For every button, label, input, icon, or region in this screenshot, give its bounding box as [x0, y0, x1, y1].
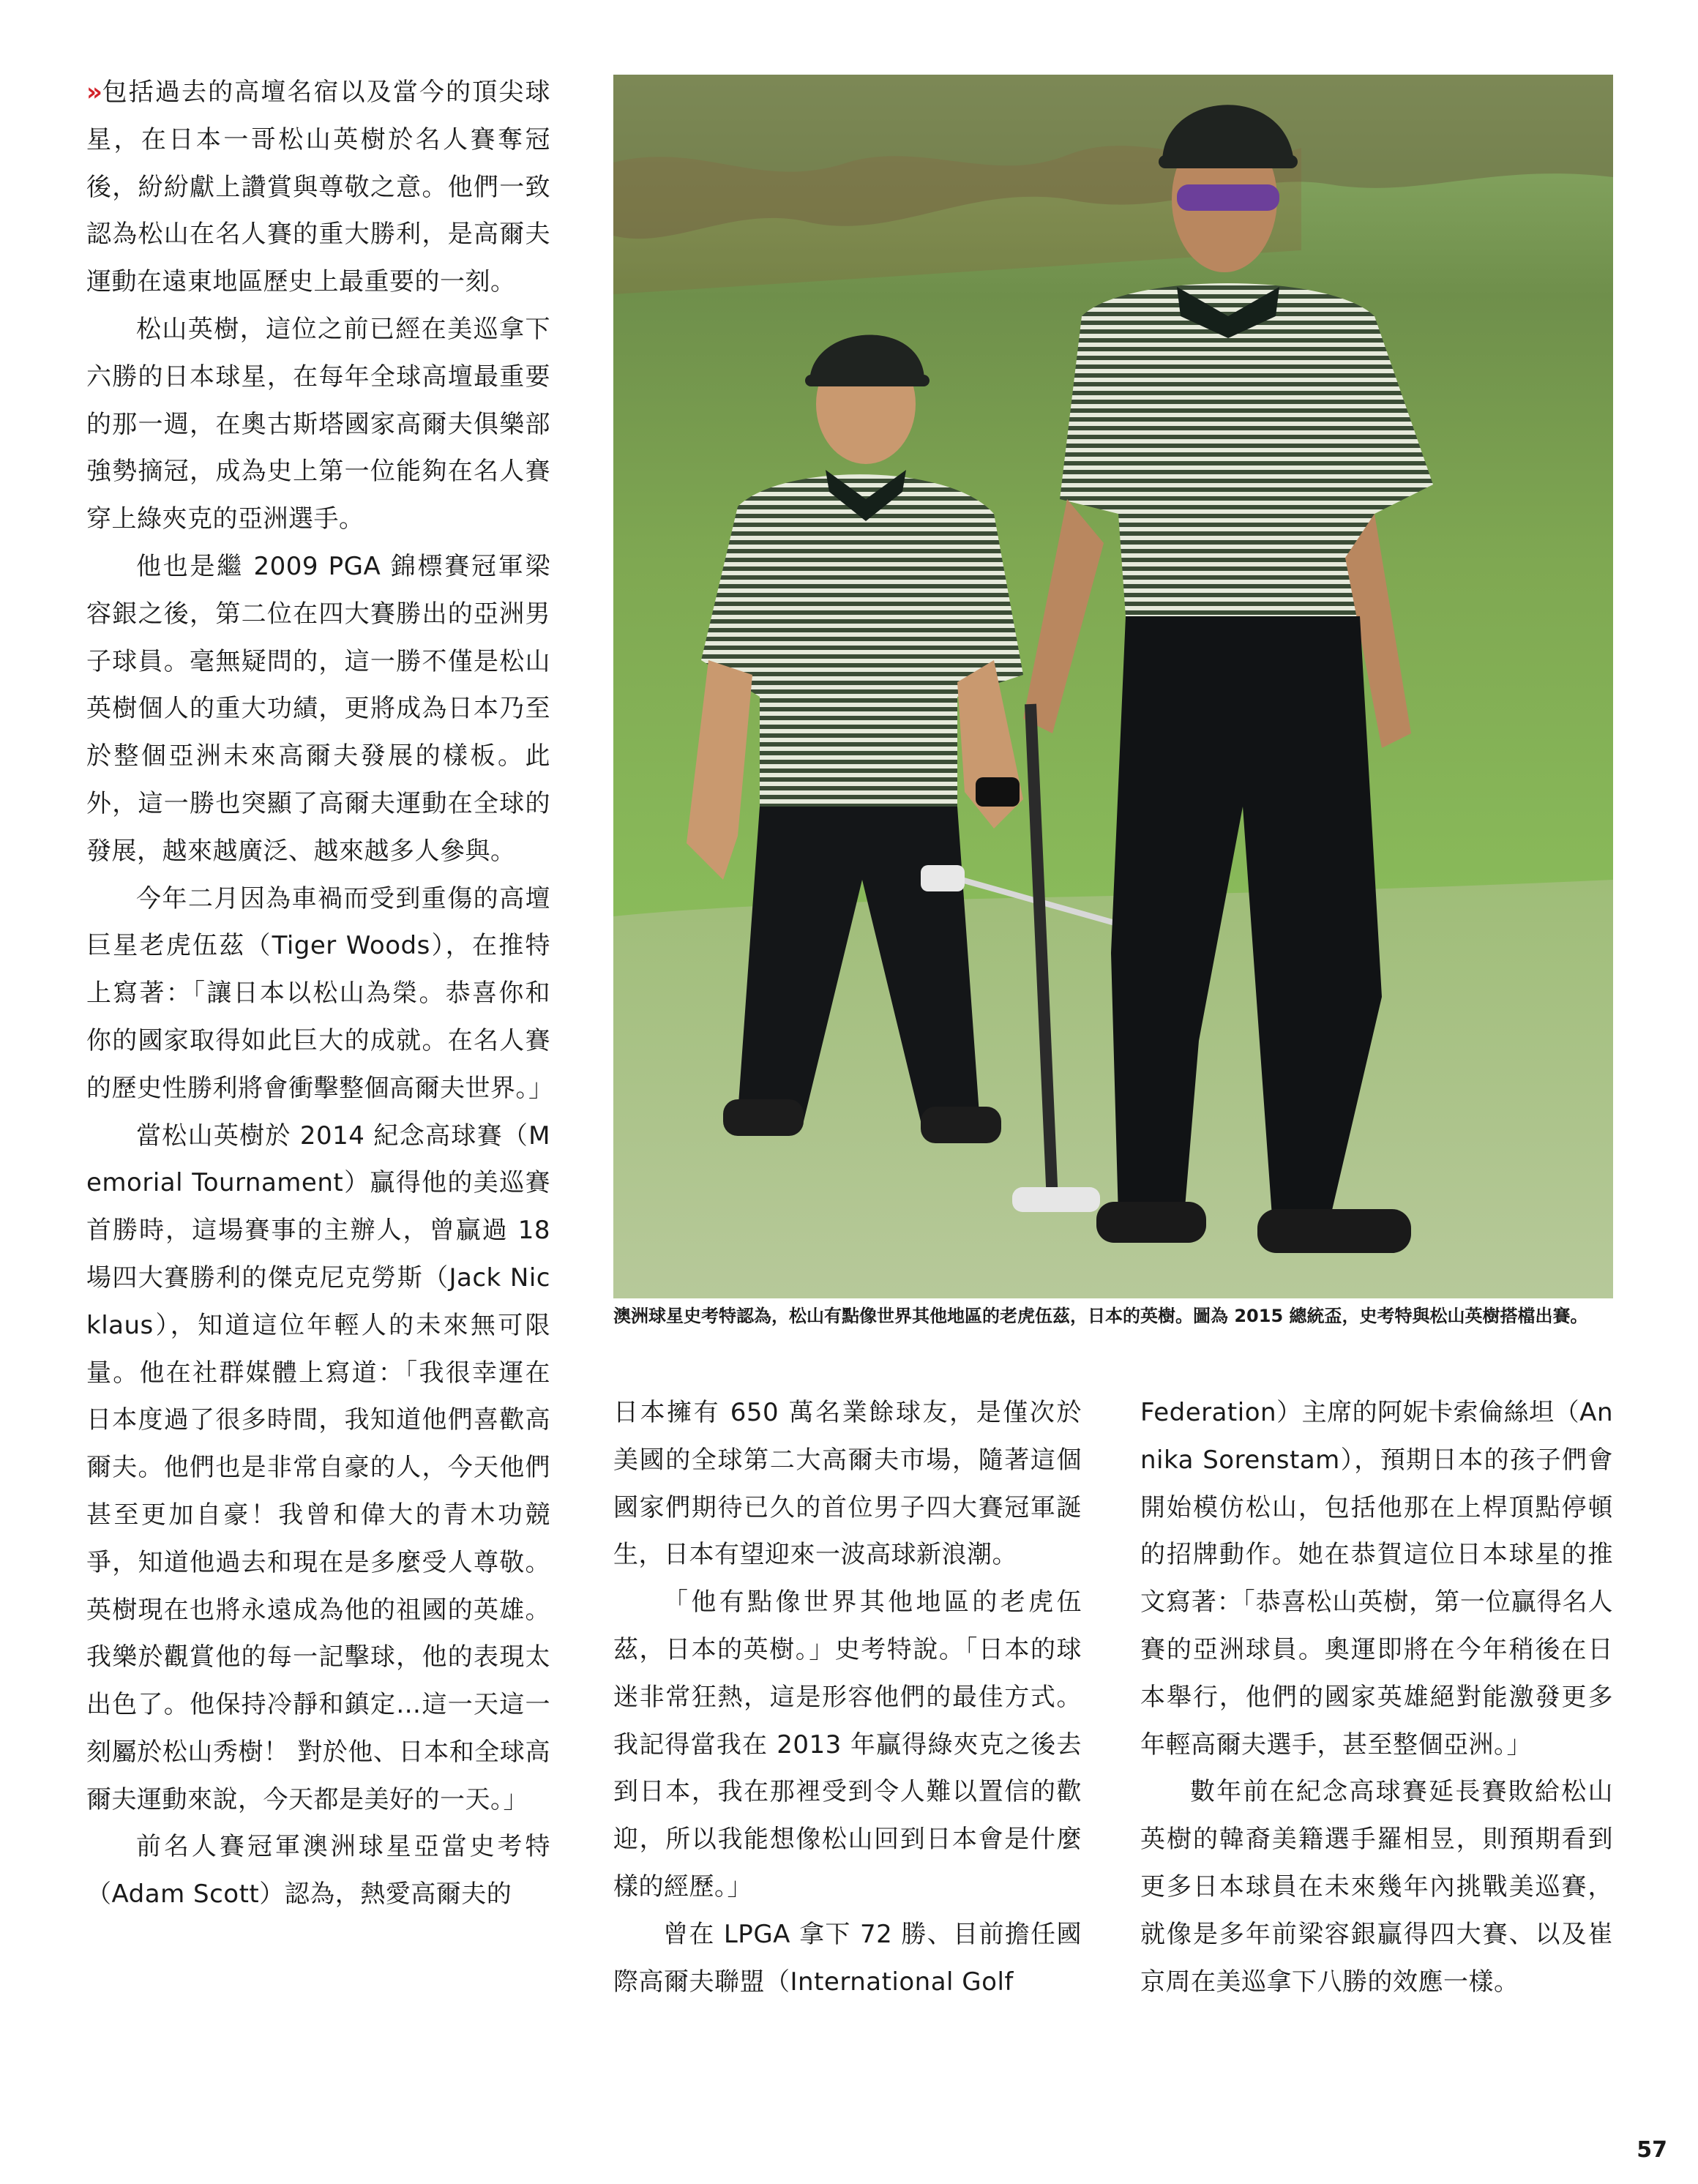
paragraph: 日本擁有 650 萬名業餘球友，是僅次於美國的全球第二大高爾夫市場，隨著這個國家們期待已久的首位男子四大賽冠軍誕生，日本有望迎來一波高球新浪潮。: [613, 1398, 1082, 1570]
article-column-3: [1140, 1389, 1613, 2005]
paragraph: 曾在 LPGA 拿下 72 勝、目前擔任國際高爾夫聯盟（International Golf: [613, 1919, 1082, 1997]
paragraph: 前名人賽冠軍澳洲球星亞當史考特（Adam Scott）認為，熱愛高爾夫的: [86, 1832, 550, 1910]
page-number: 57: [1637, 2137, 1667, 2163]
photo-caption: 澳洲球星史考特認為，松山有點像世界其他地區的老虎伍茲，日本的英樹。圖為 2015 總統盃，史考特與松山英樹搭檔出賽。: [613, 1306, 1588, 1326]
article-column-1: [86, 69, 554, 1918]
golfers-photo: [613, 75, 1613, 1298]
paragraph: 松山英樹，這位之前已經在美巡拿下六勝的日本球星，在每年全球高壇最重要的那一週，在奧古斯塔國家高爾夫俱樂部強勢摘冠，成為史上第一位能夠在名人賽穿上綠夾克的亞洲選手。: [86, 314, 550, 534]
paragraph: 他也是繼 2009 PGA 錦標賽冠軍梁容銀之後，第二位在四大賽勝出的亞洲男子球員。毫無疑問的，這一勝不僅是松山英樹個人的重大功績，更將成為日本乃至於整個亞洲未來高爾夫發展的樣板。此外，這一勝也突顯了高爾夫運動在全球的發展，越來越廣泛、越來越多人參與。: [86, 551, 550, 866]
paragraph: 「他有點像世界其他地區的老虎伍茲，日本的英樹。」史考特說。「日本的球迷非常狂熱，這是形容他們的最佳方式。我記得當我在 2013 年贏得綠夾克之後去到日本，我在那裡受到令人難以置信的歡迎，所以我能想像松山回到日本會是什麼樣的經歷。」: [613, 1587, 1082, 1901]
paragraph: 數年前在紀念高球賽延長賽敗給松山英樹的韓裔美籍選手羅相昱，則預期看到更多日本球員在未來幾年內挑戰美巡賽，就像是多年前梁容銀贏得四大賽、以及崔京周在美巡拿下八勝的效應一樣。: [1140, 1777, 1613, 1997]
article-column-2: [613, 1389, 1082, 2005]
lead-arrow-icon: »: [86, 78, 97, 107]
paragraph: 今年二月因為車禍而受到重傷的高壇巨星老虎伍茲（Tiger Woods），在推特上寫著：「讓日本以松山為榮。恭喜你和你的國家取得如此巨大的成就。在名人賽的歷史性勝利將會衝擊整個高爾夫世界。」: [86, 883, 554, 1103]
paragraph: 當松山英樹於 2014 紀念高球賽（Memorial Tournament）贏得他的美巡賽首勝時，這場賽事的主辦人，曾贏過 18 場四大賽勝利的傑克尼克勞斯（Jack Nicklaus），知道這位年輕人的未來無可限量。他在社群媒體上寫道：「我很幸運在日本度過了很多時間，我知道他們喜歡高爾夫。他們也是非常自豪的人，今天他們甚至更加自豪！我曾和偉大的青木功競爭，知道他過去和現在是多麼受人尊敬。英樹現在也將永遠成為他的祖國的英雄。我樂於觀賞他的每一記擊球，他的表現太出色了。他保持冷靜和鎮定…這一天這一刻屬於松山秀樹！ 對於他、日本和全球高爾夫運動來說，今天都是美好的一天。」: [86, 1121, 550, 1814]
paragraph: Federation）主席的阿妮卡索倫絲坦（Annika Sorenstam），預期日本的孩子們會開始模仿松山，包括他那在上桿頂點停頓的招牌動作。她在恭賀這位日本球星的推文寫著：「恭喜松山英樹，第一位贏得名人賽的亞洲球員。奧運即將在今年稍後在日本舉行，他們的國家英雄絕對能激發更多年輕高爾夫選手，甚至整個亞洲。」: [1140, 1398, 1613, 1759]
paragraph: » 包括過去的高壇名宿以及當今的頂尖球星，在日本一哥松山英樹於名人賽奪冠後，紛紛獻上讚賞與尊敬之意。他們一致認為松山在名人賽的重大勝利，是高爾夫運動在遠東地區歷史上最重要的一刻。: [86, 78, 550, 297]
